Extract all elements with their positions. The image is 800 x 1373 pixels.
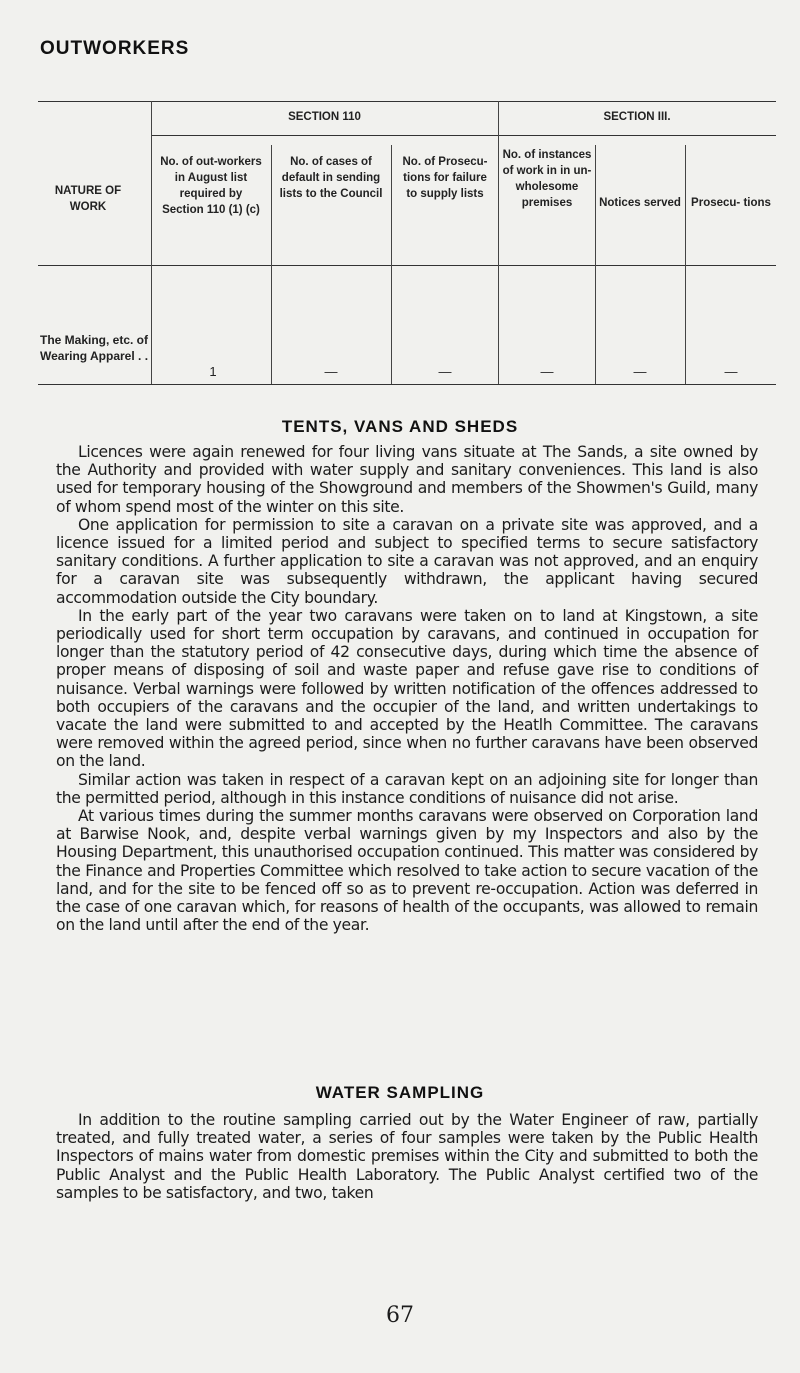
section-110-header: SECTION 110 bbox=[288, 111, 361, 123]
row-instances-value: — bbox=[540, 364, 554, 379]
paragraph: In the early part of the year two caravans were taken on to land at Kingstown, a site periodically used for short term occupation by caravans, and continued in occupation for longer than the statutory period of 42 consecutive days, during which time the absence of proper means of disposing of soil and waste paper and refuse gave rise to conditions of nuisance. Verbal warnings were followed by written notification of the offences addressed to both occupiers of the caravans and the occupier of the land, and written undertakings to vacate the land were submitted to and accepted by the Heatlh Committee. The caravans were removed within the agreed period, since when no further caravans have been observed on the land. bbox=[56, 606, 758, 771]
col-divider bbox=[498, 101, 499, 384]
col-divider bbox=[151, 101, 152, 384]
page-number: 67 bbox=[386, 1303, 414, 1328]
row-prosecutions-111-value: — bbox=[724, 364, 738, 379]
col-header-instances: No. of instances of work in in un- wholesome premises bbox=[502, 149, 592, 209]
section-header-rule bbox=[151, 135, 776, 136]
paragraph: One application for permission to site a caravan on a private site was approved, and a licence issued for a limited period and subject to specified terms to secure satisfactory sanitary conditions. A further application to site a caravan was not approved, and an enquiry for a caravan site was subsequently withdrawn, the applicant having secured accommodation outside the City boundary. bbox=[56, 515, 758, 607]
row-notices-value: — bbox=[633, 364, 647, 379]
paragraph: Licences were again renewed for four living vans situate at The Sands, a site owned by the Authority and provided with water supply and sanitary conveniences. This land is also used for temporary housing of the Showground and members of the Showmen's Guild, many of whom spend most of the winter on this site. bbox=[56, 443, 758, 516]
col-header-prosecutions-111: Prosecu- tions bbox=[691, 197, 771, 209]
water-sampling-heading: WATER SAMPLING bbox=[315, 1083, 485, 1102]
header-bottom-rule bbox=[38, 265, 776, 266]
table-bottom-rule bbox=[38, 384, 776, 385]
col-header-nature: NATURE OF WORK bbox=[54, 185, 122, 213]
col-header-prosecutions-110: No. of Prosecu- tions for failure to supply lists bbox=[402, 156, 488, 200]
outworkers-heading: OUTWORKERS bbox=[40, 38, 190, 59]
col-header-default: No. of cases of default in sending lists to the Council bbox=[279, 156, 383, 200]
col-header-outworkers: No. of out-workers in August list required by Section 110 (1) (c) bbox=[160, 156, 262, 216]
row-prosecutions-110-value: — bbox=[438, 364, 452, 379]
col-divider bbox=[271, 145, 272, 384]
paragraph: At various times during the summer months caravans were observed on Corporation land at Barwise Nook, and, despite verbal warnings given by my Inspectors and also by the Housing Department, this unauthorised occupation continued. This matter was considered by the Finance and Properties Committee which resolved to take action to secure vacation of the land, and for the site to be fenced off so as to prevent re-occupation. Action was deferred in the case of one caravan which, for reasons of health of the occupants, was allowed to remain on the land until after the end of the year. bbox=[56, 807, 758, 935]
tents-body bbox=[56, 443, 758, 934]
tents-heading: TENTS, VANS AND SHEDS bbox=[281, 417, 519, 436]
table-top-rule bbox=[38, 101, 776, 102]
paragraph: Similar action was taken in respect of a caravan kept on an adjoining site for longer than the permitted period, although in this instance conditions of nuisance did not arise. bbox=[56, 770, 758, 807]
col-divider bbox=[685, 145, 686, 384]
row-outworkers-value: 1 bbox=[209, 364, 217, 379]
col-divider bbox=[391, 145, 392, 384]
row-default-value: — bbox=[324, 364, 338, 379]
section-111-header: SECTION III. bbox=[603, 111, 671, 123]
col-header-notices: Notices served bbox=[599, 197, 681, 209]
row-nature-of-work: The Making, etc. of Wearing Apparel . . bbox=[40, 333, 149, 363]
paragraph: In addition to the routine sampling carried out by the Water Engineer of raw, partially treated, and fully treated water, a series of four samples were taken by the Public Health Inspectors of mains water from domestic premises within the City and submitted to both the Public Analyst and the Public Health Laboratory. The Public Analyst certified two of the samples to be satisfactory, and two, taken bbox=[56, 1111, 758, 1202]
water-body bbox=[56, 1111, 758, 1202]
outworkers-table bbox=[38, 101, 776, 386]
col-divider bbox=[595, 145, 596, 384]
